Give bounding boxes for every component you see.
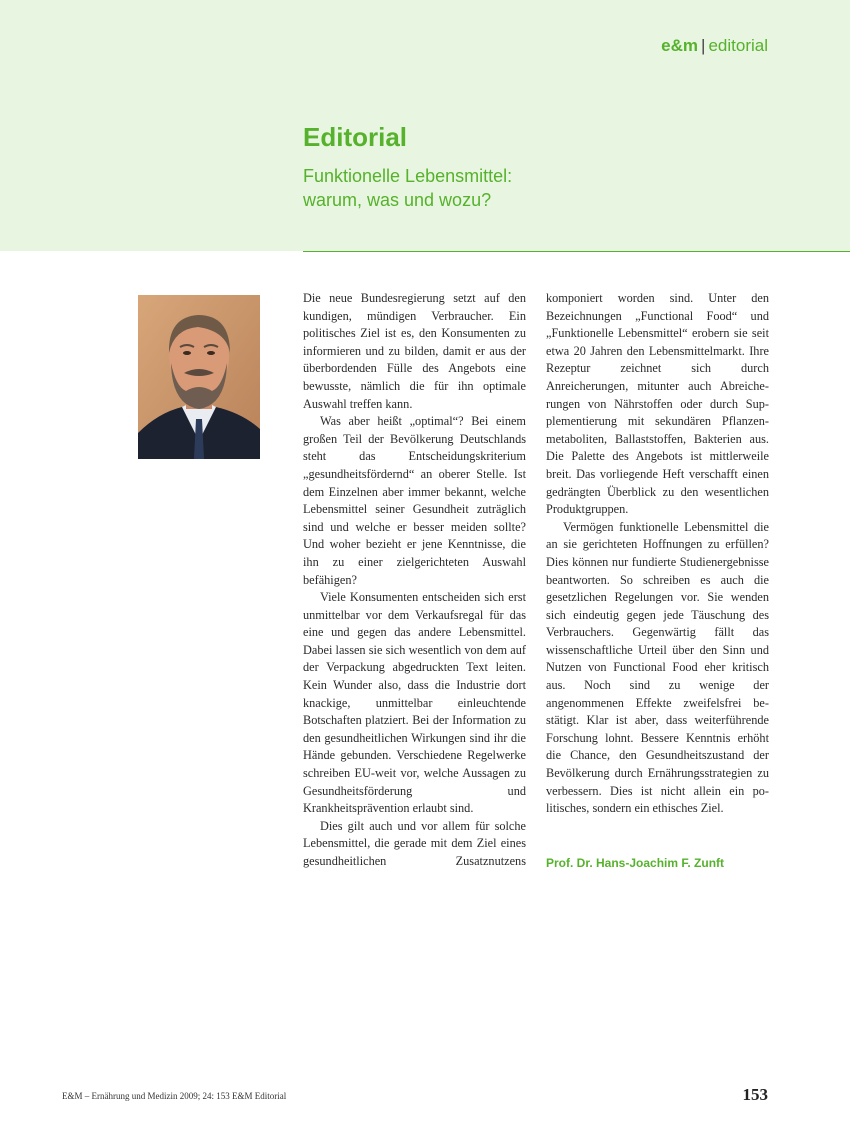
paragraph: Viele Konsumenten entscheiden sich erst unmittelbar vor dem Verkaufsregal für das eine und gegen das andere Lebensmittel. Dabei lassen sie sich wesentlich von dem auf der Verpackung abgedruckten Text leiten. Kein Wunder also, dass die Industrie dort knackige, unmittelbar einleuchtende Botschaften platziert. Bei der Information zu den gesundheitlichen Wirkungen sind ihr die Hände gebunden. Verschiedene Regelwerke schreiben EU-weit vor, welche Aussagen zu Gesundheitsförderung und Krankheitsprävention erlaubt sind. [303,590,526,816]
paragraph: Die neue Bundesregierung setzt auf den kundigen, mündigen Verbraucher. Ein politisches Ziel ist es, den Konsumenten zu informieren und zu bilden, damit er aus der überbordenden Fülle des Angebots eine bewusste, nämlich die für ihn optimale Auswahl treffen kann. [303,291,526,411]
header-divider [303,251,850,252]
author-portrait-photo [138,295,260,459]
section-name: editorial [708,36,768,55]
subtitle-line: warum, was und wozu? [303,190,492,210]
footer-citation: E&M – Ernährung und Medizin 2009; 24: 153 E&M Editorial [62,1091,287,1101]
page-number: 153 [742,1085,768,1104]
journal-brand: e&m [661,36,699,55]
page-title: Editorial [303,122,408,152]
paragraph: komponiert worden sind. Unter den Bezeichnungen „Functional Food“ und „Funktionelle Lebensmittel“ erobern sie seit etwa 20 Jahren den Lebensmittelmarkt. Ihre Rezeptur zeichnet sich durch Anreicherungen, mitunter auch Abreicherungen von Nährstoffen oder durch Supplementierung mit sekundären Pflanzenmetaboliten, Ballaststoffen, Bakterien aus. Die Palette des Angebots ist mittlerweile breit. Das vorliegende Heft verschafft einen gedrängten Überblick zu den wesentlichen Produktgruppen. [546,291,769,517]
paragraph: Vermögen funktionelle Lebensmittel die an sie gerichteten Hoffnungen zu erfüllen? Dies können nur fundierte Studienergebnisse beantworten. So schreiben es auch die gesetzlichen Regelungen vor. Sie wenden sich eindeutig gegen jede Täuschung des Verbrauchers. Gegenwärtig fällt das wissenschaftliche Urteil über den Sinn und Nutzen von Functional Food eher kritisch aus. Noch sind zu wenige der angenommenen Effekte zweifelsfrei bestätigt. Klar ist aber, dass weiterführende Forschung lohnt. Bessere Kenntnis erhöht die Chance, den Gesundheitszustand der Bevölkerung durch Ernährungsstrategien zu verbessern. Dies ist nicht allein ein politisches, sondern ein ethisches Ziel. [546,519,769,816]
paragraph: Was aber heißt „optimal“? Bei einem großen Teil der Bevölkerung Deutschlands steht das Entscheidungskriterium „gesundheitsfördernd“ an oberer Stelle. Ist dem Einzelnen aber immer bekannt, welche Lebensmittel seiner Gesundheit zuträglich sind und welche er besser meiden sollte? Und woher bezieht er jene Kenntnisse, die ihn zu einer zielgerichteten Auswahl befähigen? [303,414,526,587]
author-signature: Prof. Dr. Hans-Joachim F. Zunft [546,856,725,870]
page-subtitle [303,164,723,212]
article-column-left [303,290,526,871]
subtitle-line: Funktionelle Lebensmittel: [303,166,513,186]
running-head-separator: | [701,36,706,55]
running-head [661,36,768,56]
paragraph: Dies gilt auch und vor allem für solche Lebensmittel, die gerade mit dem Ziel eines gesundheitlichen Zusatznutzens [303,818,526,868]
article-column-right [546,290,769,818]
